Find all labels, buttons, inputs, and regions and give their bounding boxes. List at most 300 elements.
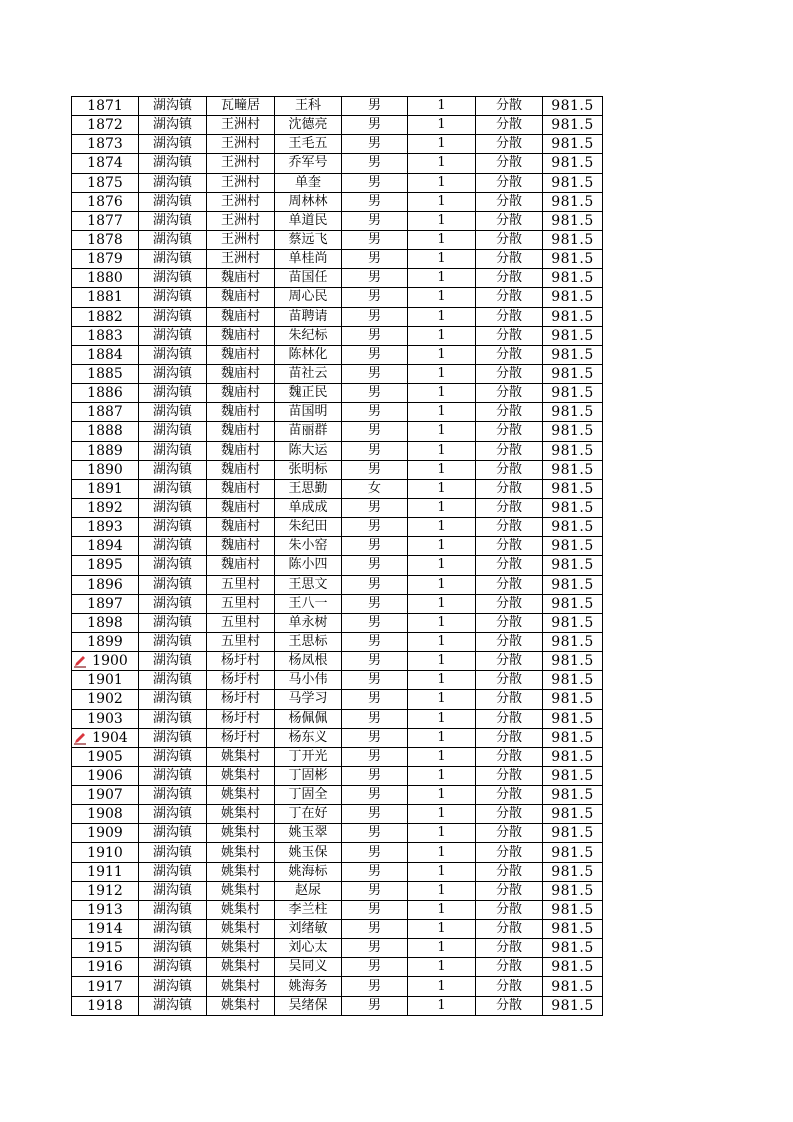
amount-cell[interactable]: 981.5 xyxy=(543,364,603,383)
name-cell[interactable]: 单永树 xyxy=(275,613,342,632)
row-number-cell[interactable]: 1910 xyxy=(72,843,139,862)
gender-cell[interactable]: 男 xyxy=(342,862,408,881)
count-cell[interactable]: 1 xyxy=(408,250,476,269)
name-cell[interactable]: 丁固全 xyxy=(275,786,342,805)
town-cell[interactable]: 湖沟镇 xyxy=(139,250,207,269)
count-cell[interactable]: 1 xyxy=(408,441,476,460)
gender-cell[interactable]: 男 xyxy=(342,786,408,805)
village-cell[interactable]: 魏庙村 xyxy=(207,364,275,383)
row-number-cell[interactable]: 1882 xyxy=(72,307,139,326)
gender-cell[interactable]: 男 xyxy=(342,307,408,326)
count-cell[interactable]: 1 xyxy=(408,116,476,135)
town-cell[interactable]: 湖沟镇 xyxy=(139,345,207,364)
town-cell[interactable]: 湖沟镇 xyxy=(139,652,207,671)
row-number-cell[interactable]: 1887 xyxy=(72,403,139,422)
village-cell[interactable]: 魏庙村 xyxy=(207,345,275,364)
town-cell[interactable]: 湖沟镇 xyxy=(139,575,207,594)
row-number-cell[interactable]: 1880 xyxy=(72,269,139,288)
type-cell[interactable]: 分散 xyxy=(476,97,543,116)
name-cell[interactable]: 苗聘请 xyxy=(275,307,342,326)
town-cell[interactable]: 湖沟镇 xyxy=(139,537,207,556)
town-cell[interactable]: 湖沟镇 xyxy=(139,326,207,345)
amount-cell[interactable]: 981.5 xyxy=(543,977,603,996)
village-cell[interactable]: 魏庙村 xyxy=(207,441,275,460)
gender-cell[interactable]: 男 xyxy=(342,920,408,939)
village-cell[interactable]: 姚集村 xyxy=(207,920,275,939)
count-cell[interactable]: 1 xyxy=(408,307,476,326)
name-cell[interactable]: 马小伟 xyxy=(275,671,342,690)
village-cell[interactable]: 姚集村 xyxy=(207,881,275,900)
town-cell[interactable]: 湖沟镇 xyxy=(139,384,207,403)
row-number-cell[interactable]: 1918 xyxy=(72,996,139,1015)
town-cell[interactable]: 湖沟镇 xyxy=(139,709,207,728)
type-cell[interactable]: 分散 xyxy=(476,881,543,900)
count-cell[interactable]: 1 xyxy=(408,805,476,824)
gender-cell[interactable]: 男 xyxy=(342,97,408,116)
gender-cell[interactable]: 男 xyxy=(342,939,408,958)
name-cell[interactable]: 姚海务 xyxy=(275,977,342,996)
gender-cell[interactable]: 男 xyxy=(342,652,408,671)
row-number-cell[interactable]: 1901 xyxy=(72,671,139,690)
name-cell[interactable]: 苗丽群 xyxy=(275,422,342,441)
row-number-cell[interactable]: 1871 xyxy=(72,97,139,116)
count-cell[interactable]: 1 xyxy=(408,709,476,728)
count-cell[interactable]: 1 xyxy=(408,154,476,173)
type-cell[interactable]: 分散 xyxy=(476,594,543,613)
name-cell[interactable]: 苗国明 xyxy=(275,403,342,422)
count-cell[interactable]: 1 xyxy=(408,345,476,364)
town-cell[interactable]: 湖沟镇 xyxy=(139,747,207,766)
row-number-cell[interactable]: 1872 xyxy=(72,116,139,135)
village-cell[interactable]: 姚集村 xyxy=(207,900,275,919)
town-cell[interactable]: 湖沟镇 xyxy=(139,192,207,211)
village-cell[interactable]: 魏庙村 xyxy=(207,498,275,517)
village-cell[interactable]: 王洲村 xyxy=(207,211,275,230)
gender-cell[interactable]: 男 xyxy=(342,671,408,690)
village-cell[interactable]: 杨圩村 xyxy=(207,652,275,671)
town-cell[interactable]: 湖沟镇 xyxy=(139,211,207,230)
town-cell[interactable]: 湖沟镇 xyxy=(139,900,207,919)
row-number-cell[interactable]: 1911 xyxy=(72,862,139,881)
town-cell[interactable]: 湖沟镇 xyxy=(139,441,207,460)
count-cell[interactable]: 1 xyxy=(408,135,476,154)
gender-cell[interactable]: 男 xyxy=(342,211,408,230)
count-cell[interactable]: 1 xyxy=(408,556,476,575)
gender-cell[interactable]: 男 xyxy=(342,154,408,173)
name-cell[interactable]: 陈小四 xyxy=(275,556,342,575)
amount-cell[interactable]: 981.5 xyxy=(543,154,603,173)
row-number-cell[interactable]: 1893 xyxy=(72,518,139,537)
count-cell[interactable]: 1 xyxy=(408,518,476,537)
count-cell[interactable]: 1 xyxy=(408,230,476,249)
type-cell[interactable]: 分散 xyxy=(476,632,543,651)
amount-cell[interactable]: 981.5 xyxy=(543,192,603,211)
gender-cell[interactable]: 男 xyxy=(342,192,408,211)
town-cell[interactable]: 湖沟镇 xyxy=(139,173,207,192)
town-cell[interactable]: 湖沟镇 xyxy=(139,958,207,977)
count-cell[interactable]: 1 xyxy=(408,747,476,766)
name-cell[interactable]: 刘绪敏 xyxy=(275,920,342,939)
village-cell[interactable]: 魏庙村 xyxy=(207,479,275,498)
amount-cell[interactable]: 981.5 xyxy=(543,766,603,785)
gender-cell[interactable]: 男 xyxy=(342,250,408,269)
count-cell[interactable]: 1 xyxy=(408,958,476,977)
row-number-cell[interactable]: 1894 xyxy=(72,537,139,556)
count-cell[interactable]: 1 xyxy=(408,728,476,747)
village-cell[interactable]: 王洲村 xyxy=(207,116,275,135)
gender-cell[interactable]: 男 xyxy=(342,556,408,575)
type-cell[interactable]: 分散 xyxy=(476,116,543,135)
amount-cell[interactable]: 981.5 xyxy=(543,384,603,403)
village-cell[interactable]: 王洲村 xyxy=(207,173,275,192)
village-cell[interactable]: 杨圩村 xyxy=(207,671,275,690)
type-cell[interactable]: 分散 xyxy=(476,766,543,785)
row-number-cell[interactable]: 1912 xyxy=(72,881,139,900)
type-cell[interactable]: 分散 xyxy=(476,575,543,594)
village-cell[interactable]: 姚集村 xyxy=(207,977,275,996)
gender-cell[interactable]: 男 xyxy=(342,594,408,613)
type-cell[interactable]: 分散 xyxy=(476,537,543,556)
row-number-cell[interactable]: 1902 xyxy=(72,690,139,709)
type-cell[interactable]: 分散 xyxy=(476,211,543,230)
village-cell[interactable]: 姚集村 xyxy=(207,805,275,824)
amount-cell[interactable]: 981.5 xyxy=(543,786,603,805)
row-number-cell[interactable]: 1885 xyxy=(72,364,139,383)
village-cell[interactable]: 魏庙村 xyxy=(207,403,275,422)
gender-cell[interactable]: 男 xyxy=(342,537,408,556)
town-cell[interactable]: 湖沟镇 xyxy=(139,135,207,154)
town-cell[interactable]: 湖沟镇 xyxy=(139,116,207,135)
type-cell[interactable]: 分散 xyxy=(476,288,543,307)
name-cell[interactable]: 苗国任 xyxy=(275,269,342,288)
type-cell[interactable]: 分散 xyxy=(476,345,543,364)
amount-cell[interactable]: 981.5 xyxy=(543,116,603,135)
row-number-cell[interactable]: 1916 xyxy=(72,958,139,977)
name-cell[interactable]: 姚玉翠 xyxy=(275,824,342,843)
village-cell[interactable]: 魏庙村 xyxy=(207,326,275,345)
name-cell[interactable]: 周心民 xyxy=(275,288,342,307)
type-cell[interactable]: 分散 xyxy=(476,422,543,441)
row-number-cell[interactable]: 1883 xyxy=(72,326,139,345)
village-cell[interactable]: 王洲村 xyxy=(207,154,275,173)
type-cell[interactable]: 分散 xyxy=(476,556,543,575)
row-number-cell[interactable]: 1890 xyxy=(72,460,139,479)
name-cell[interactable]: 苗社云 xyxy=(275,364,342,383)
count-cell[interactable]: 1 xyxy=(408,384,476,403)
count-cell[interactable]: 1 xyxy=(408,900,476,919)
amount-cell[interactable]: 981.5 xyxy=(543,556,603,575)
village-cell[interactable]: 姚集村 xyxy=(207,747,275,766)
village-cell[interactable]: 瓦疃居 xyxy=(207,97,275,116)
name-cell[interactable]: 赵尿 xyxy=(275,881,342,900)
count-cell[interactable]: 1 xyxy=(408,211,476,230)
type-cell[interactable]: 分散 xyxy=(476,498,543,517)
name-cell[interactable]: 杨佩佩 xyxy=(275,709,342,728)
amount-cell[interactable]: 981.5 xyxy=(543,211,603,230)
count-cell[interactable]: 1 xyxy=(408,824,476,843)
gender-cell[interactable]: 男 xyxy=(342,709,408,728)
type-cell[interactable]: 分散 xyxy=(476,977,543,996)
type-cell[interactable]: 分散 xyxy=(476,939,543,958)
count-cell[interactable]: 1 xyxy=(408,498,476,517)
type-cell[interactable]: 分散 xyxy=(476,364,543,383)
row-number-cell[interactable]: 1915 xyxy=(72,939,139,958)
count-cell[interactable]: 1 xyxy=(408,786,476,805)
count-cell[interactable]: 1 xyxy=(408,594,476,613)
gender-cell[interactable]: 男 xyxy=(342,422,408,441)
amount-cell[interactable]: 981.5 xyxy=(543,575,603,594)
amount-cell[interactable]: 981.5 xyxy=(543,230,603,249)
amount-cell[interactable]: 981.5 xyxy=(543,441,603,460)
name-cell[interactable]: 陈大运 xyxy=(275,441,342,460)
amount-cell[interactable]: 981.5 xyxy=(543,613,603,632)
village-cell[interactable]: 五里村 xyxy=(207,613,275,632)
village-cell[interactable]: 魏庙村 xyxy=(207,537,275,556)
amount-cell[interactable]: 981.5 xyxy=(543,939,603,958)
town-cell[interactable]: 湖沟镇 xyxy=(139,556,207,575)
row-number-cell[interactable]: 1908 xyxy=(72,805,139,824)
gender-cell[interactable]: 男 xyxy=(342,766,408,785)
row-number-cell[interactable]: 1888 xyxy=(72,422,139,441)
town-cell[interactable]: 湖沟镇 xyxy=(139,230,207,249)
town-cell[interactable]: 湖沟镇 xyxy=(139,460,207,479)
row-number-cell[interactable]: 1917 xyxy=(72,977,139,996)
type-cell[interactable]: 分散 xyxy=(476,173,543,192)
row-number-cell[interactable] xyxy=(72,728,139,747)
name-cell[interactable]: 陈林化 xyxy=(275,345,342,364)
town-cell[interactable]: 湖沟镇 xyxy=(139,805,207,824)
row-number-cell[interactable]: 1897 xyxy=(72,594,139,613)
row-number-cell[interactable]: 1909 xyxy=(72,824,139,843)
village-cell[interactable]: 魏庙村 xyxy=(207,518,275,537)
town-cell[interactable]: 湖沟镇 xyxy=(139,977,207,996)
name-cell[interactable]: 王八一 xyxy=(275,594,342,613)
village-cell[interactable]: 王洲村 xyxy=(207,230,275,249)
name-cell[interactable]: 丁在好 xyxy=(275,805,342,824)
row-number-cell[interactable]: 1895 xyxy=(72,556,139,575)
town-cell[interactable]: 湖沟镇 xyxy=(139,996,207,1015)
row-number-cell[interactable]: 1884 xyxy=(72,345,139,364)
row-number-cell[interactable]: 1896 xyxy=(72,575,139,594)
village-cell[interactable]: 姚集村 xyxy=(207,996,275,1015)
amount-cell[interactable]: 981.5 xyxy=(543,288,603,307)
name-cell[interactable]: 李兰柱 xyxy=(275,900,342,919)
row-number-cell[interactable]: 1892 xyxy=(72,498,139,517)
row-number-cell[interactable]: 1905 xyxy=(72,747,139,766)
gender-cell[interactable]: 男 xyxy=(342,805,408,824)
village-cell[interactable]: 杨圩村 xyxy=(207,728,275,747)
gender-cell[interactable]: 男 xyxy=(342,173,408,192)
village-cell[interactable]: 魏庙村 xyxy=(207,460,275,479)
type-cell[interactable]: 分散 xyxy=(476,843,543,862)
town-cell[interactable]: 湖沟镇 xyxy=(139,728,207,747)
type-cell[interactable]: 分散 xyxy=(476,403,543,422)
count-cell[interactable]: 1 xyxy=(408,632,476,651)
type-cell[interactable]: 分散 xyxy=(476,728,543,747)
type-cell[interactable]: 分散 xyxy=(476,192,543,211)
town-cell[interactable]: 湖沟镇 xyxy=(139,786,207,805)
type-cell[interactable]: 分散 xyxy=(476,690,543,709)
row-number-cell[interactable]: 1889 xyxy=(72,441,139,460)
type-cell[interactable]: 分散 xyxy=(476,460,543,479)
village-cell[interactable]: 杨圩村 xyxy=(207,690,275,709)
village-cell[interactable]: 姚集村 xyxy=(207,958,275,977)
count-cell[interactable]: 1 xyxy=(408,288,476,307)
town-cell[interactable]: 湖沟镇 xyxy=(139,403,207,422)
amount-cell[interactable]: 981.5 xyxy=(543,479,603,498)
amount-cell[interactable]: 981.5 xyxy=(543,824,603,843)
amount-cell[interactable]: 981.5 xyxy=(543,498,603,517)
gender-cell[interactable]: 男 xyxy=(342,575,408,594)
gender-cell[interactable]: 男 xyxy=(342,384,408,403)
row-number-cell[interactable]: 1906 xyxy=(72,766,139,785)
village-cell[interactable]: 魏庙村 xyxy=(207,422,275,441)
comment-pencil-icon[interactable] xyxy=(73,654,87,668)
type-cell[interactable]: 分散 xyxy=(476,709,543,728)
town-cell[interactable]: 湖沟镇 xyxy=(139,518,207,537)
amount-cell[interactable]: 981.5 xyxy=(543,805,603,824)
type-cell[interactable]: 分散 xyxy=(476,900,543,919)
row-number-cell[interactable]: 1879 xyxy=(72,250,139,269)
town-cell[interactable]: 湖沟镇 xyxy=(139,307,207,326)
count-cell[interactable]: 1 xyxy=(408,326,476,345)
amount-cell[interactable]: 981.5 xyxy=(543,843,603,862)
gender-cell[interactable]: 男 xyxy=(342,843,408,862)
town-cell[interactable]: 湖沟镇 xyxy=(139,613,207,632)
amount-cell[interactable]: 981.5 xyxy=(543,345,603,364)
count-cell[interactable]: 1 xyxy=(408,996,476,1015)
gender-cell[interactable]: 男 xyxy=(342,747,408,766)
village-cell[interactable]: 王洲村 xyxy=(207,192,275,211)
type-cell[interactable]: 分散 xyxy=(476,652,543,671)
gender-cell[interactable]: 男 xyxy=(342,460,408,479)
row-number-cell[interactable]: 1903 xyxy=(72,709,139,728)
count-cell[interactable]: 1 xyxy=(408,977,476,996)
comment-pencil-icon[interactable] xyxy=(73,731,87,745)
amount-cell[interactable]: 981.5 xyxy=(543,250,603,269)
name-cell[interactable]: 杨凤根 xyxy=(275,652,342,671)
amount-cell[interactable]: 981.5 xyxy=(543,97,603,116)
row-number-cell[interactable]: 1913 xyxy=(72,900,139,919)
gender-cell[interactable]: 男 xyxy=(342,326,408,345)
village-cell[interactable]: 魏庙村 xyxy=(207,269,275,288)
gender-cell[interactable]: 男 xyxy=(342,613,408,632)
amount-cell[interactable]: 981.5 xyxy=(543,747,603,766)
town-cell[interactable]: 湖沟镇 xyxy=(139,843,207,862)
town-cell[interactable]: 湖沟镇 xyxy=(139,364,207,383)
gender-cell[interactable]: 男 xyxy=(342,518,408,537)
name-cell[interactable]: 朱纪标 xyxy=(275,326,342,345)
amount-cell[interactable]: 981.5 xyxy=(543,728,603,747)
gender-cell[interactable]: 男 xyxy=(342,690,408,709)
type-cell[interactable]: 分散 xyxy=(476,862,543,881)
type-cell[interactable]: 分散 xyxy=(476,996,543,1015)
amount-cell[interactable]: 981.5 xyxy=(543,920,603,939)
count-cell[interactable]: 1 xyxy=(408,843,476,862)
name-cell[interactable]: 王毛五 xyxy=(275,135,342,154)
count-cell[interactable]: 1 xyxy=(408,671,476,690)
name-cell[interactable]: 单桂尚 xyxy=(275,250,342,269)
gender-cell[interactable]: 男 xyxy=(342,977,408,996)
town-cell[interactable]: 湖沟镇 xyxy=(139,269,207,288)
town-cell[interactable]: 湖沟镇 xyxy=(139,288,207,307)
count-cell[interactable]: 1 xyxy=(408,460,476,479)
name-cell[interactable]: 单成成 xyxy=(275,498,342,517)
name-cell[interactable]: 姚海标 xyxy=(275,862,342,881)
gender-cell[interactable]: 男 xyxy=(342,364,408,383)
amount-cell[interactable]: 981.5 xyxy=(543,996,603,1015)
count-cell[interactable]: 1 xyxy=(408,766,476,785)
town-cell[interactable]: 湖沟镇 xyxy=(139,632,207,651)
village-cell[interactable]: 魏庙村 xyxy=(207,556,275,575)
town-cell[interactable]: 湖沟镇 xyxy=(139,939,207,958)
row-number-cell[interactable]: 1907 xyxy=(72,786,139,805)
village-cell[interactable]: 姚集村 xyxy=(207,939,275,958)
gender-cell[interactable]: 男 xyxy=(342,498,408,517)
village-cell[interactable]: 姚集村 xyxy=(207,862,275,881)
row-number-cell[interactable]: 1873 xyxy=(72,135,139,154)
amount-cell[interactable]: 981.5 xyxy=(543,594,603,613)
town-cell[interactable]: 湖沟镇 xyxy=(139,766,207,785)
type-cell[interactable]: 分散 xyxy=(476,307,543,326)
count-cell[interactable]: 1 xyxy=(408,173,476,192)
name-cell[interactable]: 单奎 xyxy=(275,173,342,192)
name-cell[interactable]: 王思标 xyxy=(275,632,342,651)
type-cell[interactable]: 分散 xyxy=(476,479,543,498)
town-cell[interactable]: 湖沟镇 xyxy=(139,479,207,498)
count-cell[interactable]: 1 xyxy=(408,652,476,671)
type-cell[interactable]: 分散 xyxy=(476,518,543,537)
name-cell[interactable]: 周林林 xyxy=(275,192,342,211)
name-cell[interactable]: 蔡远飞 xyxy=(275,230,342,249)
village-cell[interactable]: 王洲村 xyxy=(207,250,275,269)
count-cell[interactable]: 1 xyxy=(408,364,476,383)
amount-cell[interactable]: 981.5 xyxy=(543,326,603,345)
count-cell[interactable]: 1 xyxy=(408,881,476,900)
row-number-cell[interactable]: 1891 xyxy=(72,479,139,498)
amount-cell[interactable]: 981.5 xyxy=(543,518,603,537)
name-cell[interactable]: 姚玉保 xyxy=(275,843,342,862)
count-cell[interactable]: 1 xyxy=(408,537,476,556)
town-cell[interactable]: 湖沟镇 xyxy=(139,824,207,843)
count-cell[interactable]: 1 xyxy=(408,269,476,288)
count-cell[interactable]: 1 xyxy=(408,690,476,709)
name-cell[interactable]: 吴绪保 xyxy=(275,996,342,1015)
village-cell[interactable]: 五里村 xyxy=(207,594,275,613)
row-number-cell[interactable]: 1878 xyxy=(72,230,139,249)
village-cell[interactable]: 姚集村 xyxy=(207,766,275,785)
gender-cell[interactable]: 男 xyxy=(342,269,408,288)
type-cell[interactable]: 分散 xyxy=(476,671,543,690)
town-cell[interactable]: 湖沟镇 xyxy=(139,862,207,881)
amount-cell[interactable]: 981.5 xyxy=(543,135,603,154)
type-cell[interactable]: 分散 xyxy=(476,805,543,824)
row-number-cell[interactable]: 1877 xyxy=(72,211,139,230)
amount-cell[interactable]: 981.5 xyxy=(543,173,603,192)
count-cell[interactable]: 1 xyxy=(408,97,476,116)
gender-cell[interactable]: 男 xyxy=(342,403,408,422)
amount-cell[interactable]: 981.5 xyxy=(543,269,603,288)
village-cell[interactable]: 魏庙村 xyxy=(207,307,275,326)
amount-cell[interactable]: 981.5 xyxy=(543,307,603,326)
town-cell[interactable]: 湖沟镇 xyxy=(139,881,207,900)
gender-cell[interactable]: 男 xyxy=(342,996,408,1015)
count-cell[interactable]: 1 xyxy=(408,422,476,441)
town-cell[interactable]: 湖沟镇 xyxy=(139,690,207,709)
name-cell[interactable]: 王科 xyxy=(275,97,342,116)
gender-cell[interactable]: 男 xyxy=(342,824,408,843)
count-cell[interactable]: 1 xyxy=(408,920,476,939)
